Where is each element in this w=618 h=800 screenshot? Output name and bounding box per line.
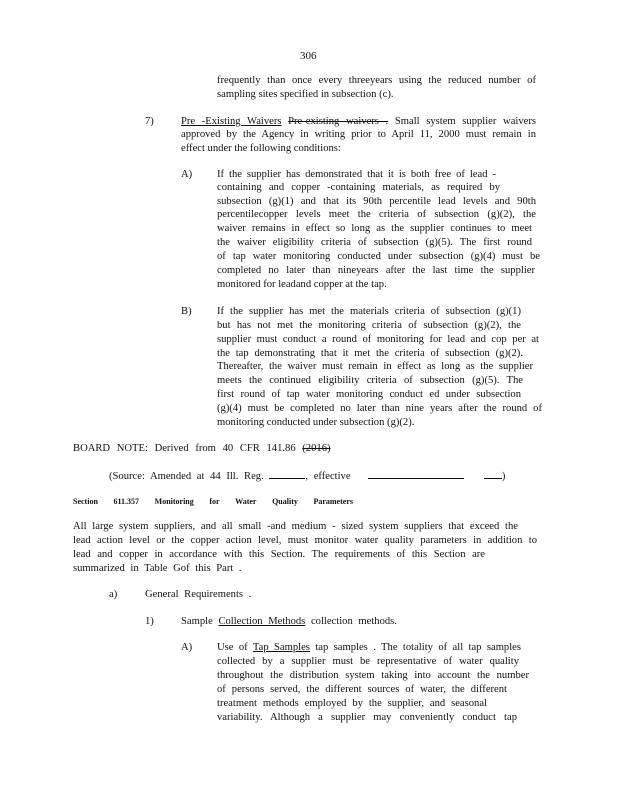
section-heading-word: Section	[73, 497, 98, 506]
item-7-first-line	[181, 115, 536, 129]
item-A-line: If the supplier has demonstrated that it is both free of lead -	[217, 169, 496, 180]
item-A2-line: of persons served, the different sources of water, the different	[217, 684, 507, 695]
item-1-prefix: Sample	[181, 616, 213, 627]
section-heading-word: 611.357	[113, 497, 140, 506]
source-note	[109, 468, 505, 484]
item-1-underlined: Collection Methods	[218, 616, 306, 627]
item-A2-marker: A)	[181, 642, 193, 653]
item-7-line: effect under the following conditions:	[181, 143, 341, 154]
item-A-line: monitored for leadand copper at the tap.	[217, 279, 387, 290]
item-B-marker: B)	[181, 306, 192, 317]
item-B-line: (g)(4) must be completed no later than nine years after the round of	[217, 403, 542, 414]
board-note-struck: (2016)	[302, 443, 331, 454]
item-B-line: If the supplier has met the materials criteria of subsection (g)(1)	[217, 306, 521, 317]
page-number: 306	[300, 50, 317, 62]
item-7-old-title: Pre-existing waivers .	[288, 116, 389, 127]
intro-line: summarized in Table Gof this Part .	[73, 563, 242, 574]
item-A-line: containing and copper -containing materials, as required by	[217, 182, 500, 193]
carry-line: frequently than once every threeyears using the reduced number of	[217, 75, 536, 86]
intro-line: lead and copper in accordance with this Section. The requirements of this Section are	[73, 549, 485, 560]
item-B-line: monitoring conducted under subsection (g)(2).	[217, 417, 415, 428]
item-A-marker: A)	[181, 169, 193, 180]
item-7-line: approved by the Agency in writing prior to April 11, 2000 must remain in	[181, 129, 536, 140]
section-heading-word: Water	[235, 497, 257, 506]
source-mid: , effective	[305, 471, 351, 482]
section-heading-word: Monitoring	[154, 497, 194, 506]
item-A2-first-line	[217, 641, 521, 655]
item-7-marker: 7)	[145, 116, 154, 127]
register-volume-blank	[269, 468, 305, 479]
item-B-line: Thereafter, the waiver must remain in effect as long as the supplier	[217, 361, 533, 372]
section-heading-word: Quality	[272, 497, 298, 506]
item-1-rest: collection methods.	[310, 616, 397, 627]
item-A-line: percentilecopper levels meet the criteria of subsection (g)(2), the	[217, 209, 536, 220]
item-a-marker: a)	[109, 589, 118, 600]
item-a-text: General Requirements .	[145, 589, 252, 600]
effective-date-blank	[368, 468, 464, 479]
intro-line: lead action level or the copper action level, must monitor water quality parameters in addition to	[73, 535, 537, 546]
item-A2-line: throughout the distribution system taking into account the number	[217, 670, 529, 681]
item-B-line: first round of tap water monitoring conduct ed under subsection	[217, 389, 521, 400]
item-A-line: completed no later than nineyears after the last time the supplier	[217, 265, 535, 276]
item-7-new-title: Pre -Existing Waivers	[181, 116, 282, 127]
item-1-text	[181, 615, 397, 629]
item-A2-prefix: Use of	[217, 642, 248, 653]
effective-time-blank	[484, 468, 502, 479]
source-prefix: (Source: Amended at 44 Ill. Reg.	[109, 471, 264, 482]
item-A2-line: treatment methods employed by the supplier, and seasonal	[217, 698, 487, 709]
section-heading-word: for	[209, 497, 220, 506]
board-note-text: BOARD NOTE: Derived from 40 CFR 141.86	[73, 443, 296, 454]
item-A2-line: collected by a supplier must be representative of water quality	[217, 656, 519, 667]
intro-line: All large system suppliers, and all small -and medium - sized system suppliers that exceed the	[73, 521, 518, 532]
source-end: )	[501, 471, 506, 482]
item-A-line: subsection (g)(1) and that its 90th percentile lead levels and 90th	[217, 196, 536, 207]
item-A-line: the waiver eligibility criteria of subsection (g)(5). The first round	[217, 237, 532, 248]
item-B-line: the tap demonstrating that it met the criteria of subsection (g)(2).	[217, 348, 523, 359]
item-A2-underlined: Tap Samples	[252, 642, 310, 653]
board-note	[73, 442, 331, 456]
item-A2-rest: tap samples . The totality of all tap samples	[315, 642, 521, 653]
section-heading-word: Parameters	[313, 497, 353, 506]
item-B-line: supplier must conduct a round of monitoring for lead and cop per at	[217, 334, 539, 345]
carry-line: sampling sites specified in subsection (c).	[217, 89, 394, 100]
item-A-line: waiver remains in effect so long as the supplier continues to meet	[217, 223, 532, 234]
item-A-line: of tap water monitoring conducted under subsection (g)(4) must be	[217, 251, 540, 262]
item-7-first-rest: Small system supplier waivers	[394, 116, 536, 127]
item-1-marker: 1)	[145, 616, 154, 627]
item-B-line: but has not met the monitoring criteria of subsection (g)(2), the	[217, 320, 521, 331]
item-A2-line: variability. Although a supplier may conveniently conduct tap	[217, 712, 517, 723]
item-B-line: meets the continued eligibility criteria of subsection (g)(5). The	[217, 375, 523, 386]
section-heading	[73, 497, 353, 506]
